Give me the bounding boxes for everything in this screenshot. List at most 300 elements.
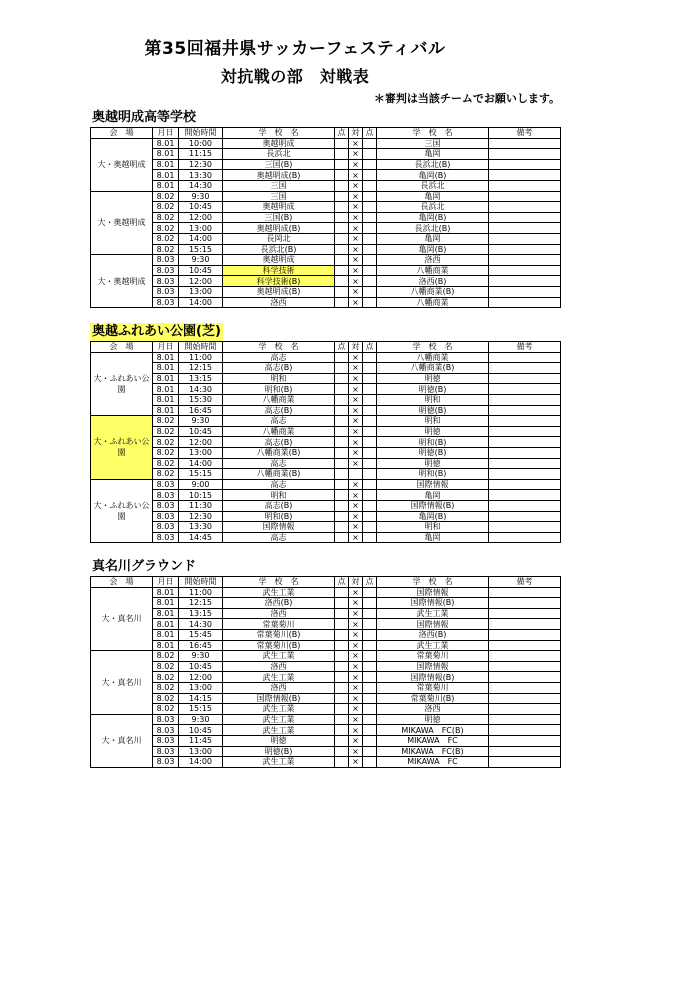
score-cell (363, 511, 377, 522)
away-team-cell: 国際情報 (377, 587, 489, 598)
date-cell: 8.02 (153, 223, 179, 234)
referee-note: ＊審判は当該チームでお願いします。 (373, 92, 560, 105)
score-cell (363, 363, 377, 374)
home-team-cell: 八幡商業(B) (223, 469, 335, 480)
score-cell (363, 490, 377, 501)
score-cell (363, 532, 377, 543)
date-cell: 8.01 (153, 587, 179, 598)
table-row (91, 640, 561, 651)
table-row (91, 629, 561, 640)
table-row (91, 479, 561, 490)
away-team-cell: 長浜北 (377, 180, 489, 191)
home-team-cell: 明徳(B) (223, 746, 335, 757)
remarks-cell (489, 437, 561, 448)
home-team-cell: 長浜北(B) (223, 244, 335, 255)
table-row (91, 522, 561, 533)
table-row (91, 352, 561, 363)
away-team-cell: 国際情報(B) (377, 672, 489, 683)
vs-cell: × (349, 672, 363, 683)
time-cell: 16:45 (179, 640, 223, 651)
score-cell (363, 458, 377, 469)
column-header: 学 校 名 (223, 577, 335, 588)
score-cell (335, 598, 349, 609)
score-cell (335, 693, 349, 704)
date-cell: 8.01 (153, 608, 179, 619)
time-cell: 14:15 (179, 693, 223, 704)
table-row (91, 244, 561, 255)
time-cell: 11:00 (179, 587, 223, 598)
remarks-cell (489, 672, 561, 683)
away-team-cell: 明和 (377, 416, 489, 427)
away-team-cell: 常葉菊川(B) (377, 693, 489, 704)
table-row (91, 149, 561, 160)
score-cell (363, 757, 377, 768)
score-cell (363, 672, 377, 683)
score-cell (335, 363, 349, 374)
venue-cell: 大・ふれあい公園 (91, 479, 153, 543)
score-cell (363, 522, 377, 533)
home-team-cell: 高志(B) (223, 437, 335, 448)
home-team-cell: 高志 (223, 532, 335, 543)
vs-cell: × (349, 426, 363, 437)
vs-cell: × (349, 522, 363, 533)
remarks-cell (489, 159, 561, 170)
score-cell (335, 682, 349, 693)
date-cell: 8.02 (153, 651, 179, 662)
table-row (91, 725, 561, 736)
score-cell (335, 651, 349, 662)
vs-cell: × (349, 757, 363, 768)
venue-cell: 大・奥越明成 (91, 138, 153, 191)
score-cell (335, 672, 349, 683)
table-row (91, 735, 561, 746)
time-cell: 13:30 (179, 522, 223, 533)
table-row (91, 233, 561, 244)
time-cell: 11:30 (179, 500, 223, 511)
score-cell (363, 138, 377, 149)
time-cell: 13:15 (179, 608, 223, 619)
date-cell: 8.01 (153, 640, 179, 651)
score-cell (335, 149, 349, 160)
venue-cell: 大・奥越明成 (91, 255, 153, 308)
score-cell (335, 522, 349, 533)
home-team-cell: 武生工業 (223, 714, 335, 725)
score-cell (335, 405, 349, 416)
date-cell: 8.02 (153, 458, 179, 469)
schedule-table (90, 341, 561, 543)
document-subtitle: 対抗戦の部 対戦表 (220, 67, 370, 86)
home-team-cell: 洛西(B) (223, 598, 335, 609)
vs-cell: × (349, 138, 363, 149)
score-cell (363, 394, 377, 405)
time-cell: 13:00 (179, 682, 223, 693)
time-cell: 13:00 (179, 223, 223, 234)
score-cell (335, 265, 349, 276)
remarks-cell (489, 223, 561, 234)
away-team-cell: MIKAWA FC(B) (377, 725, 489, 736)
home-team-cell: 常葉菊川 (223, 619, 335, 630)
score-cell (335, 159, 349, 170)
vs-cell: × (349, 244, 363, 255)
time-cell: 13:30 (179, 170, 223, 181)
time-cell: 9:30 (179, 714, 223, 725)
remarks-cell (489, 255, 561, 266)
vs-cell: × (349, 437, 363, 448)
time-cell: 12:30 (179, 511, 223, 522)
time-cell: 14:00 (179, 233, 223, 244)
away-team-cell: 常葉菊川 (377, 651, 489, 662)
column-header: 学 校 名 (377, 577, 489, 588)
date-cell: 8.01 (153, 629, 179, 640)
vs-cell: × (349, 159, 363, 170)
vs-cell: × (349, 384, 363, 395)
score-cell (363, 297, 377, 308)
remarks-cell (489, 469, 561, 480)
score-cell (335, 384, 349, 395)
date-cell: 8.01 (153, 149, 179, 160)
home-team-cell: 高志 (223, 416, 335, 427)
score-cell (335, 725, 349, 736)
date-cell: 8.03 (153, 500, 179, 511)
remarks-cell (489, 180, 561, 191)
score-cell (363, 416, 377, 427)
time-cell: 14:30 (179, 619, 223, 630)
score-cell (335, 202, 349, 213)
score-cell (363, 286, 377, 297)
score-cell (363, 704, 377, 715)
away-team-cell: 国際情報(B) (377, 500, 489, 511)
away-team-cell: 明和 (377, 522, 489, 533)
away-team-cell: 明徳(B) (377, 405, 489, 416)
vs-cell: × (349, 202, 363, 213)
column-header: 学 校 名 (223, 342, 335, 353)
score-cell (363, 352, 377, 363)
date-cell: 8.02 (153, 693, 179, 704)
date-cell: 8.03 (153, 286, 179, 297)
score-cell (335, 490, 349, 501)
score-cell (335, 532, 349, 543)
vs-cell: × (349, 490, 363, 501)
vs-cell: × (349, 511, 363, 522)
vs-cell: × (349, 682, 363, 693)
home-team-cell: 武生工業 (223, 757, 335, 768)
time-cell: 9:30 (179, 416, 223, 427)
remarks-cell (489, 212, 561, 223)
vs-cell: × (349, 352, 363, 363)
away-team-cell: 武生工業 (377, 608, 489, 619)
away-team-cell: 亀岡(B) (377, 212, 489, 223)
time-cell: 16:45 (179, 405, 223, 416)
table-row (91, 693, 561, 704)
remarks-cell (489, 746, 561, 757)
remarks-cell (489, 522, 561, 533)
date-cell: 8.02 (153, 682, 179, 693)
score-cell (363, 714, 377, 725)
vs-cell: × (349, 276, 363, 287)
date-cell: 8.03 (153, 725, 179, 736)
score-cell (335, 416, 349, 427)
score-cell (335, 714, 349, 725)
score-cell (363, 191, 377, 202)
date-cell: 8.03 (153, 714, 179, 725)
time-cell: 15:45 (179, 629, 223, 640)
away-team-cell: 国際情報 (377, 619, 489, 630)
vs-cell: × (349, 363, 363, 374)
vs-cell: × (349, 629, 363, 640)
column-header: 開始時間 (179, 342, 223, 353)
remarks-cell (489, 479, 561, 490)
remarks-cell (489, 757, 561, 768)
vs-cell: × (349, 265, 363, 276)
column-header: 月日 (153, 128, 179, 139)
score-cell (363, 276, 377, 287)
date-cell: 8.02 (153, 704, 179, 715)
vs-cell: × (349, 447, 363, 458)
time-cell: 9:30 (179, 191, 223, 202)
date-cell: 8.02 (153, 672, 179, 683)
home-team-cell: 常葉菊川(B) (223, 640, 335, 651)
table-row (91, 682, 561, 693)
date-cell: 8.01 (153, 352, 179, 363)
away-team-cell: 洛西(B) (377, 629, 489, 640)
home-team-cell: 高志(B) (223, 405, 335, 416)
remarks-cell (489, 511, 561, 522)
time-cell: 12:15 (179, 598, 223, 609)
table-row (91, 490, 561, 501)
remarks-cell (489, 286, 561, 297)
home-team-cell: 武生工業 (223, 704, 335, 715)
table-row (91, 180, 561, 191)
remarks-cell (489, 352, 561, 363)
time-cell: 14:00 (179, 757, 223, 768)
date-cell: 8.01 (153, 373, 179, 384)
time-cell: 12:00 (179, 672, 223, 683)
vs-cell: × (349, 640, 363, 651)
date-cell: 8.02 (153, 437, 179, 448)
away-team-cell: 明和(B) (377, 469, 489, 480)
vs-cell: × (349, 746, 363, 757)
date-cell: 8.01 (153, 384, 179, 395)
column-header: 開始時間 (179, 128, 223, 139)
table-row (91, 276, 561, 287)
score-cell (363, 629, 377, 640)
home-team-cell: 奥越明成(B) (223, 286, 335, 297)
vs-cell: × (349, 608, 363, 619)
time-cell: 10:45 (179, 661, 223, 672)
vs-cell: × (349, 297, 363, 308)
away-team-cell: 亀岡(B) (377, 244, 489, 255)
date-cell: 8.03 (153, 276, 179, 287)
remarks-cell (489, 265, 561, 276)
score-cell (335, 437, 349, 448)
away-team-cell: 長浜北(B) (377, 223, 489, 234)
vs-cell: × (349, 233, 363, 244)
table-row (91, 598, 561, 609)
table-row (91, 619, 561, 630)
score-cell (363, 682, 377, 693)
table-row (91, 202, 561, 213)
home-team-cell: 国際情報 (223, 522, 335, 533)
column-header: 備考 (489, 342, 561, 353)
date-cell: 8.01 (153, 394, 179, 405)
score-cell (363, 223, 377, 234)
score-cell (363, 384, 377, 395)
home-team-cell: 洛西 (223, 297, 335, 308)
column-header: 学 校 名 (223, 128, 335, 139)
home-team-cell: 明和 (223, 490, 335, 501)
score-cell (363, 735, 377, 746)
score-cell (335, 394, 349, 405)
table-row (91, 672, 561, 683)
column-header: 点 (363, 577, 377, 588)
table-row (91, 500, 561, 511)
remarks-cell (489, 532, 561, 543)
remarks-cell (489, 373, 561, 384)
away-team-cell: 明徳 (377, 714, 489, 725)
score-cell (335, 373, 349, 384)
home-team-cell: 洛西 (223, 682, 335, 693)
score-cell (335, 757, 349, 768)
time-cell: 14:00 (179, 297, 223, 308)
date-cell: 8.01 (153, 598, 179, 609)
home-team-cell: 八幡商業 (223, 426, 335, 437)
remarks-cell (489, 619, 561, 630)
score-cell (335, 255, 349, 266)
score-cell (335, 704, 349, 715)
score-cell (363, 373, 377, 384)
time-cell: 9:00 (179, 479, 223, 490)
header-row (91, 577, 561, 588)
remarks-cell (489, 170, 561, 181)
home-team-cell: 武生工業 (223, 672, 335, 683)
home-team-cell: 三国(B) (223, 159, 335, 170)
vs-cell: × (349, 170, 363, 181)
date-cell: 8.02 (153, 447, 179, 458)
home-team-cell: 奥越明成 (223, 138, 335, 149)
table-row (91, 704, 561, 715)
vs-cell: × (349, 500, 363, 511)
column-header: 対 (349, 128, 363, 139)
score-cell (363, 255, 377, 266)
home-team-cell: 武生工業 (223, 651, 335, 662)
remarks-cell (489, 447, 561, 458)
column-header: 開始時間 (179, 577, 223, 588)
table-row (91, 170, 561, 181)
home-team-cell: 国際情報(B) (223, 693, 335, 704)
score-cell (363, 180, 377, 191)
column-header: 学 校 名 (377, 342, 489, 353)
time-cell: 12:15 (179, 363, 223, 374)
time-cell: 12:00 (179, 437, 223, 448)
date-cell: 8.03 (153, 735, 179, 746)
score-cell (363, 149, 377, 160)
time-cell: 14:30 (179, 384, 223, 395)
home-team-cell: 三国(B) (223, 212, 335, 223)
time-cell: 13:00 (179, 447, 223, 458)
column-header: 対 (349, 577, 363, 588)
table-row (91, 469, 561, 480)
venue-cell: 大・真名川 (91, 651, 153, 715)
date-cell: 8.02 (153, 191, 179, 202)
score-cell (335, 619, 349, 630)
away-team-cell: 長浜北(B) (377, 159, 489, 170)
section-title: 真名川グラウンド (92, 559, 197, 574)
remarks-cell (489, 608, 561, 619)
column-header: 点 (363, 128, 377, 139)
score-cell (335, 640, 349, 651)
home-team-cell: 高志(B) (223, 363, 335, 374)
away-team-cell: 亀岡 (377, 233, 489, 244)
table-row (91, 532, 561, 543)
remarks-cell (489, 714, 561, 725)
score-cell (335, 286, 349, 297)
score-cell (335, 223, 349, 234)
vs-cell: × (349, 651, 363, 662)
document-title: 第35回福井県サッカーフェスティバル (144, 39, 446, 59)
column-header: 会 場 (91, 128, 153, 139)
time-cell: 14:00 (179, 458, 223, 469)
score-cell (335, 469, 349, 480)
score-cell (363, 619, 377, 630)
vs-cell: × (349, 532, 363, 543)
away-team-cell: MIKAWA FC (377, 735, 489, 746)
home-team-cell: 長岡北 (223, 233, 335, 244)
column-header: 会 場 (91, 342, 153, 353)
away-team-cell: 三国 (377, 138, 489, 149)
time-cell: 10:45 (179, 265, 223, 276)
date-cell: 8.01 (153, 619, 179, 630)
score-cell (363, 159, 377, 170)
column-header: 学 校 名 (377, 128, 489, 139)
remarks-cell (489, 384, 561, 395)
time-cell: 15:15 (179, 244, 223, 255)
date-cell: 8.02 (153, 469, 179, 480)
vs-cell: × (349, 619, 363, 630)
time-cell: 14:30 (179, 180, 223, 191)
home-team-cell: 武生工業 (223, 587, 335, 598)
score-cell (335, 447, 349, 458)
vs-cell: × (349, 735, 363, 746)
table-row (91, 265, 561, 276)
home-team-cell: 高志 (223, 352, 335, 363)
remarks-cell (489, 405, 561, 416)
score-cell (363, 651, 377, 662)
column-header: 点 (335, 342, 349, 353)
column-header: 会 場 (91, 577, 153, 588)
away-team-cell: 亀岡(B) (377, 170, 489, 181)
time-cell: 10:00 (179, 138, 223, 149)
score-cell (335, 661, 349, 672)
table-row (91, 661, 561, 672)
home-team-cell: 洛西 (223, 608, 335, 619)
date-cell: 8.02 (153, 661, 179, 672)
table-row (91, 212, 561, 223)
venue-cell: 大・真名川 (91, 714, 153, 767)
date-cell: 8.01 (153, 180, 179, 191)
home-team-cell: 洛西 (223, 661, 335, 672)
home-team-cell: 奥越明成 (223, 255, 335, 266)
vs-cell: × (349, 394, 363, 405)
table-row (91, 363, 561, 374)
away-team-cell: 常葉菊川 (377, 682, 489, 693)
column-header: 月日 (153, 342, 179, 353)
time-cell: 10:15 (179, 490, 223, 501)
column-header: 点 (335, 128, 349, 139)
column-header: 点 (335, 577, 349, 588)
date-cell: 8.01 (153, 138, 179, 149)
date-cell: 8.01 (153, 159, 179, 170)
section-managawa-ground (90, 555, 560, 768)
